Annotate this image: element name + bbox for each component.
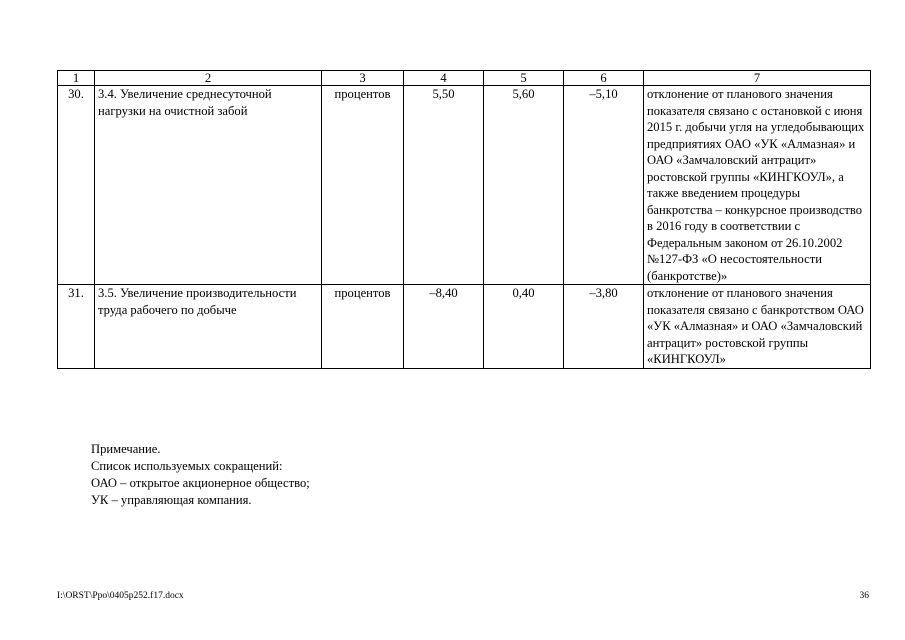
header-cell-5: 5 <box>484 71 564 86</box>
value-col5: 5,60 <box>484 86 564 285</box>
value-col6: –3,80 <box>564 285 644 369</box>
comment-cell: отклонение от планового значения показателя связано с остановкой с июня 2015 г. добычи угля на угледобывающих предприятиях ОАО «УК «Алмазная» и ОАО «Замчаловский антрацит» ростовской группы «КИНГКОУЛ», а также введением процедуры банкротства – конкурсное производство в 2016 году в соответствии с Федеральным законом от 26.10.2002 №127-ФЗ «О несостоятельности (банкротстве)» <box>644 86 871 285</box>
value-col4: 5,50 <box>404 86 484 285</box>
table-row <box>58 86 871 285</box>
page-number: 36 <box>859 591 869 601</box>
header-row <box>58 71 871 86</box>
header-cell-7: 7 <box>644 71 871 86</box>
value-col5: 0,40 <box>484 285 564 369</box>
data-table <box>57 70 871 369</box>
header-cell-1: 1 <box>58 71 95 86</box>
header-cell-4: 4 <box>404 71 484 86</box>
footer-file-path: I:\ORST\Ppo\0405p252.f17.docx <box>57 591 184 601</box>
indicator-name: 3.5. Увеличение производительности труда рабочего по добыче <box>95 285 322 369</box>
value-col6: –5,10 <box>564 86 644 285</box>
unit-cell: процентов <box>322 86 404 285</box>
table-row <box>58 285 871 369</box>
header-cell-3: 3 <box>322 71 404 86</box>
note-title: Примечание. <box>91 442 161 456</box>
note-line: Список используемых сокращений: <box>91 459 283 473</box>
value-col4: –8,40 <box>404 285 484 369</box>
note-block <box>91 441 310 509</box>
header-cell-6: 6 <box>564 71 644 86</box>
comment-cell: отклонение от планового значения показателя связано с банкротством ОАО «УК «Алмазная» и ОАО «Замчаловский антрацит» ростовской группы «КИНГКОУЛ» <box>644 285 871 369</box>
note-line: УК – управляющая компания. <box>91 493 252 507</box>
unit-cell: процентов <box>322 285 404 369</box>
row-number: 31. <box>58 285 95 369</box>
note-line: ОАО – открытое акционерное общество; <box>91 476 310 490</box>
indicator-name: 3.4. Увеличение среднесуточной нагрузки на очистной забой <box>95 86 322 285</box>
header-cell-2: 2 <box>95 71 322 86</box>
row-number: 30. <box>58 86 95 285</box>
